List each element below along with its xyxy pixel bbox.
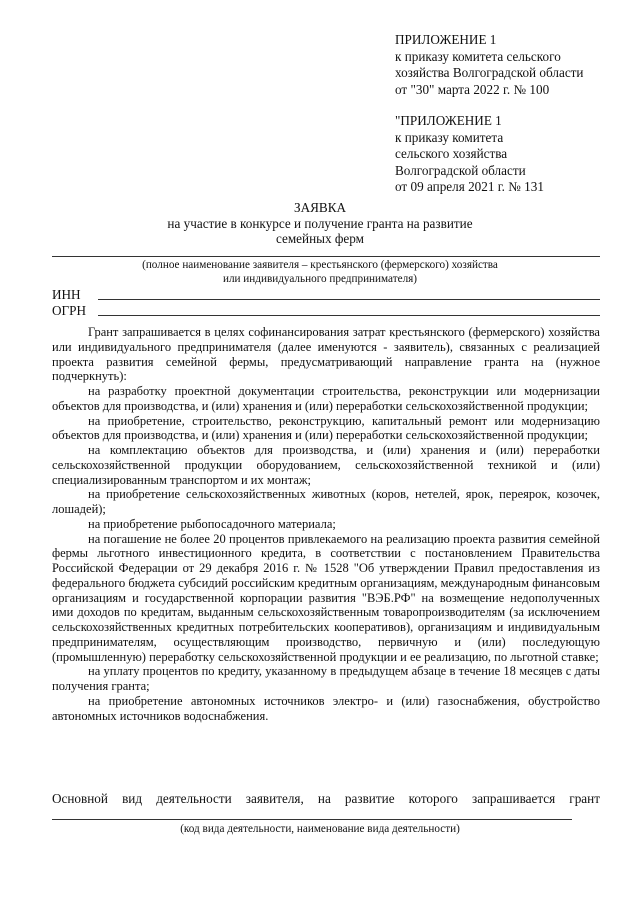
applicant-name-line[interactable] (52, 256, 600, 257)
applicant-caption: или индивидуального предпринимателя) (222, 273, 418, 285)
ogrn-label: ОГРН (52, 303, 87, 318)
document-subtitle-line: на участие в конкурсе и получение гранта на развитие (167, 216, 473, 231)
intro-paragraph: Грант запрашивается в целях софинансирования затрат крестьянского (фермерского) хозяйства или индивидуального предпринимателя (далее именуются - заявитель), связанных с реализацией проекта развития семейной фермы, предусматривающий направление гранта на (нужное подчеркнуть): (52, 325, 600, 384)
appendix-date: от 09 апреля 2021 г. № 131 (395, 179, 544, 195)
grant-purposes-text (52, 325, 600, 723)
applicant-caption: (полное наименование заявителя – крестьянского (фермерского) хозяйства (142, 259, 498, 271)
purpose-item: на приобретение автономных источников электро- и (или) газоснабжения, обустройство автономных источников водоснабжения. (52, 693, 600, 723)
appendix-line: сельского хозяйства (395, 146, 508, 162)
document-title: ЗАЯВКА (293, 200, 347, 215)
appendix-date: от "30" марта 2022 г. № 100 (395, 81, 550, 97)
inn-field-line[interactable] (98, 299, 600, 300)
appendix-title: "ПРИЛОЖЕНИЕ 1 (395, 113, 502, 128)
purpose-item: на приобретение сельскохозяйственных животных (коров, нетелей, ярок, переярок, козочек, лошадей); (52, 487, 600, 516)
appendix-line: Волгоградской области (395, 162, 526, 178)
purpose-item: на разработку проектной документации строительства, реконструкции или модернизации объектов для производства, и (или) хранения и (или) переработки сельскохозяйственной продукции; (52, 384, 600, 413)
inn-label: ИНН (52, 287, 81, 302)
appendix-header-previous (395, 113, 544, 196)
ogrn-field-line[interactable] (98, 315, 600, 316)
activity-caption: (код вида деятельности, наименование вида деятельности) (180, 823, 460, 835)
purpose-item: на приобретение рыбопосадочного материала; (88, 516, 336, 531)
purpose-item: на приобретение, строительство, реконструкцию, капитальный ремонт или модернизацию объектов для производства, и (или) хранения и (или) переработки сельскохозяйственной продукции; (52, 413, 600, 443)
purpose-item: на комплектацию объектов для производства, и (или) хранения и (или) переработки сельскохозяйственной продукции оборудованием, сельскохозяйственной техникой и (или) специализированным транспортом и их монтаж; (52, 443, 600, 487)
appendix-line: к приказу комитета сельского (395, 48, 561, 64)
purpose-item: на уплату процентов по кредиту, указанному в предыдущем абзаце в течение 18 месяцев с даты получения гранта; (52, 664, 600, 693)
appendix-line: к приказу комитета (395, 129, 504, 145)
activity-field-line[interactable] (52, 819, 572, 820)
purpose-item: на погашение не более 20 процентов привлекаемого на реализацию проекта развития семейной фермы льготного инвестиционного кредита, в соответствии с постановлением Правительства Российской Федерации от 29 декабря 2016 г. № 1528 "Об утверждении Правил предоставления из федерального бюджета субсидий российским кредитным организациям, международным финансовым организациям и государственной корпорации развития "ВЭБ.РФ" на возмещение недополученных ими доходов по кредитам, выданным сельскохозяйственным товаропроизводителям (за исключением сельскохозяйственных кредитных потребительских кооперативов), организациям и индивидуальным предпринимателям, осуществляющим производство, первичную и (или) последующую (промышленную) переработку сельскохозяйственной продукции и ее реализацию, по льготной ставке; (52, 531, 600, 664)
main-activity-label: Основной вид деятельности заявителя, на развитие которого запрашивается грант (52, 791, 600, 806)
appendix-line: хозяйства Волгоградской области (395, 65, 584, 81)
document-subtitle-line: семейных ферм (275, 231, 365, 246)
appendix-title: ПРИЛОЖЕНИЕ 1 (395, 32, 497, 47)
appendix-header-current (395, 32, 584, 98)
